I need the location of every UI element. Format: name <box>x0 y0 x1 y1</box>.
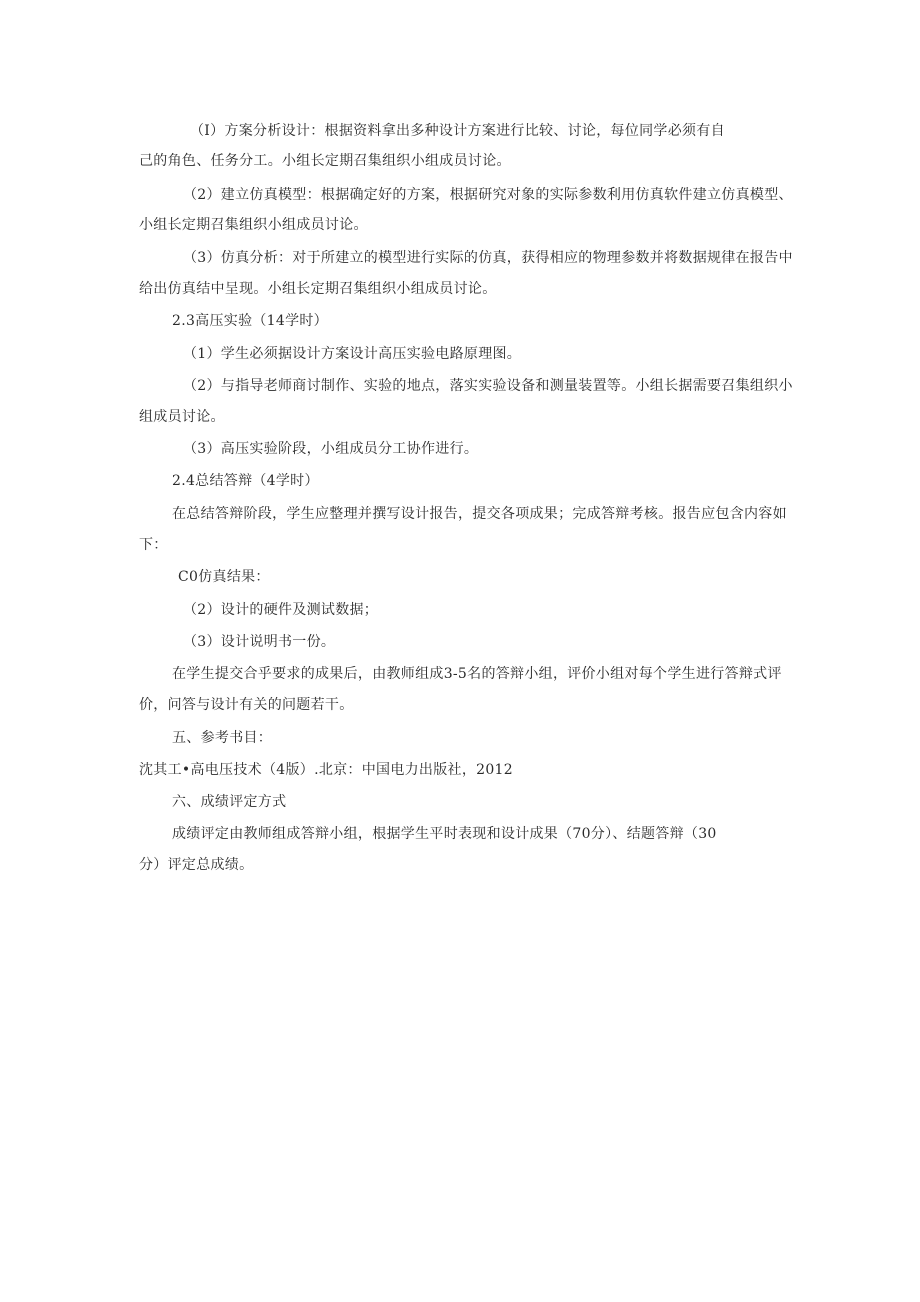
paragraph-line: （I）方案分析设计：根据资料拿出多种设计方案进行比较、讨论，每位同学必须有自 <box>190 123 725 139</box>
paragraph-line: 己的角色、任务分工。小组长定期召集组织小组成员讨论。 <box>139 153 511 169</box>
section-heading: 2.3高压实验（14学时） <box>172 313 328 329</box>
paragraph-line: 小组长定期召集组织小组成员讨论。 <box>139 217 368 233</box>
paragraph-line: （3）设计说明书一份。 <box>183 634 336 650</box>
paragraph-line: 价，问答与设计有关的问题若干。 <box>139 697 354 713</box>
paragraph-line: 下： <box>139 537 168 553</box>
section-heading: 六、成绩评定方式 <box>172 794 287 810</box>
paragraph-line: C0仿真结果： <box>178 569 270 585</box>
paragraph-line: 在学生提交合乎要求的成果后，由教师组成3-5名的答辩小组，评价小组对每个学生进行答辩式评 <box>172 666 782 682</box>
paragraph-line: （3）高压实验阶段，小组成员分工协作进行。 <box>183 441 479 457</box>
section-heading: 2.4总结答辩（4学时） <box>172 473 319 489</box>
paragraph-line: 在总结答辩阶段，学生应整理并撰写设计报告，提交各项成果；完成答辩考核。报告应包含内容如 <box>172 506 787 522</box>
reference-line: 沈其工•高电压技术（4版）.北京：中国电力出版社，2012 <box>139 762 513 778</box>
paragraph-line: （2）与指导老师商讨制作、实验的地点，落实实验设备和测量装置等。小组长据需要召集组织小 <box>183 378 793 394</box>
paragraph-line: （2）设计的硬件及测试数据； <box>183 602 379 618</box>
paragraph-line: 给出仿真结中呈现。小组长定期召集组织小组成员讨论。 <box>139 281 497 297</box>
section-heading: 五、参考书目： <box>172 730 273 746</box>
paragraph-line: （1）学生必须据设计方案设计高压实验电路原理图。 <box>183 346 522 362</box>
paragraph-line: 成绩评定由教师组成答辩小组，根据学生平时表现和设计成果（70分）、结题答辩（30 <box>172 826 717 842</box>
paragraph-line: （2）建立仿真模型：根据确定好的方案，根据研究对象的实际参数利用仿真软件建立仿真模型、 <box>183 187 793 203</box>
paragraph-line: （3）仿真分析：对于所建立的模型进行实际的仿真，获得相应的物理参数并将数据规律在报告中 <box>183 250 793 266</box>
paragraph-line: 组成员讨论。 <box>139 409 225 425</box>
paragraph-line: 分）评定总成绩。 <box>139 857 254 873</box>
